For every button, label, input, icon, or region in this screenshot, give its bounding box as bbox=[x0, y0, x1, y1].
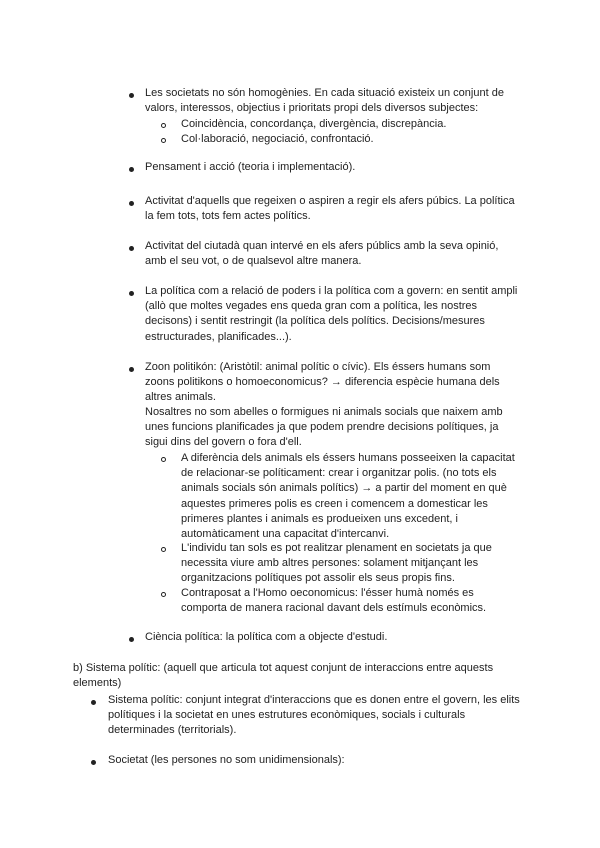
bullet-icon bbox=[91, 760, 96, 765]
circle-bullet-icon bbox=[161, 138, 166, 143]
section-heading: b) Sistema polític: (aquell que articula tot aquest conjunt de interaccions entre aquests elements) bbox=[73, 662, 494, 690]
circle-bullet-icon bbox=[161, 547, 166, 552]
bullet-icon bbox=[91, 700, 96, 705]
bullet-icon bbox=[129, 93, 134, 98]
circle-bullet-icon bbox=[161, 123, 166, 128]
list-item-text: Ciència política: la política com a objecte d'estudi. bbox=[145, 631, 388, 643]
list-item-text: Sistema polític: conjunt integrat d'interaccions que es donen entre el govern, les elits polítiques i la societat en unes estrutures econòmiques, socials i culturals determinades (territorials). bbox=[108, 694, 520, 737]
list-item-text: Activitat del ciutadà quan intervé en els afers públics amb la seva opinió, amb el seu vot, o de qualsevol altre manera. bbox=[145, 240, 499, 268]
bullet-icon bbox=[129, 167, 134, 172]
bullet-icon bbox=[129, 291, 134, 296]
sub-item-text: L'individu tan sols es pot realitzar plenament en societats ja que necessita viure amb altres persones: solament mitjançant les organitzacions polítiques pot assolir els seus propis fins. bbox=[181, 542, 492, 585]
circle-bullet-icon bbox=[161, 592, 166, 597]
sub-item-text: Contraposat a l'Homo oeconomicus: l'ésser humà només es comporta de manera racional davant dels estímuls econòmics. bbox=[181, 587, 487, 615]
bullet-icon bbox=[129, 246, 134, 251]
list-item-continuation: Nosaltres no som abelles o formigues ni animals socials que naixem amb unes funcions planificades ja que podem prendre decisions polítiques, ja sigui dins del govern o fora d'ell. bbox=[145, 406, 503, 449]
sub-item-text: Col·laboració, negociació, confrontació. bbox=[181, 133, 374, 145]
list-item-text: Les societats no són homogènies. En cada situació existeix un conjunt de valors, interessos, objectius i prioritats propi dels diversos subjectes: bbox=[145, 87, 504, 115]
list-item-text: Activitat d'aquells que regeixen o aspiren a regir els afers púbics. La política la fem tots, tots fem actes polítics. bbox=[145, 195, 515, 223]
bullet-icon bbox=[129, 637, 134, 642]
circle-bullet-icon bbox=[161, 457, 166, 462]
list-item-text: Zoon politikón: (Aristòtil: animal polític o cívic). Els éssers humans som zoons politikons o homoeconomicus? → diferencia espècie humana dels altres animals. bbox=[145, 361, 500, 404]
bullet-icon bbox=[129, 201, 134, 206]
list-item-text: Pensament i acció (teoria i implementació). bbox=[145, 161, 356, 173]
bullet-icon bbox=[129, 367, 134, 372]
sub-item-text: A diferència dels animals els éssers humans posseeixen la capacitat de relacionar-se políticament: crear i organitzar polis. (no tots els animals socials són animals polítics) → a partir del moment en què aquestes primeres polis es creen i comencem a domesticar les primeres plantes i animals es produeixen uns excedent, i automàticament una capacitat d'intercanvi. bbox=[181, 452, 515, 541]
list-item-text: Societat (les persones no som unidimensionals): bbox=[108, 754, 345, 766]
sub-item-text: Coincidència, concordança, divergència, discrepància. bbox=[181, 118, 447, 130]
list-item-text: La política com a relació de poders i la política com a govern: en sentit ampli (allò que moltes vegades ens queda gran com a política, les nostres decisons) i sentit restringit (la política dels polítics. Decisions/mesures estructurades, planificades...). bbox=[145, 285, 518, 343]
